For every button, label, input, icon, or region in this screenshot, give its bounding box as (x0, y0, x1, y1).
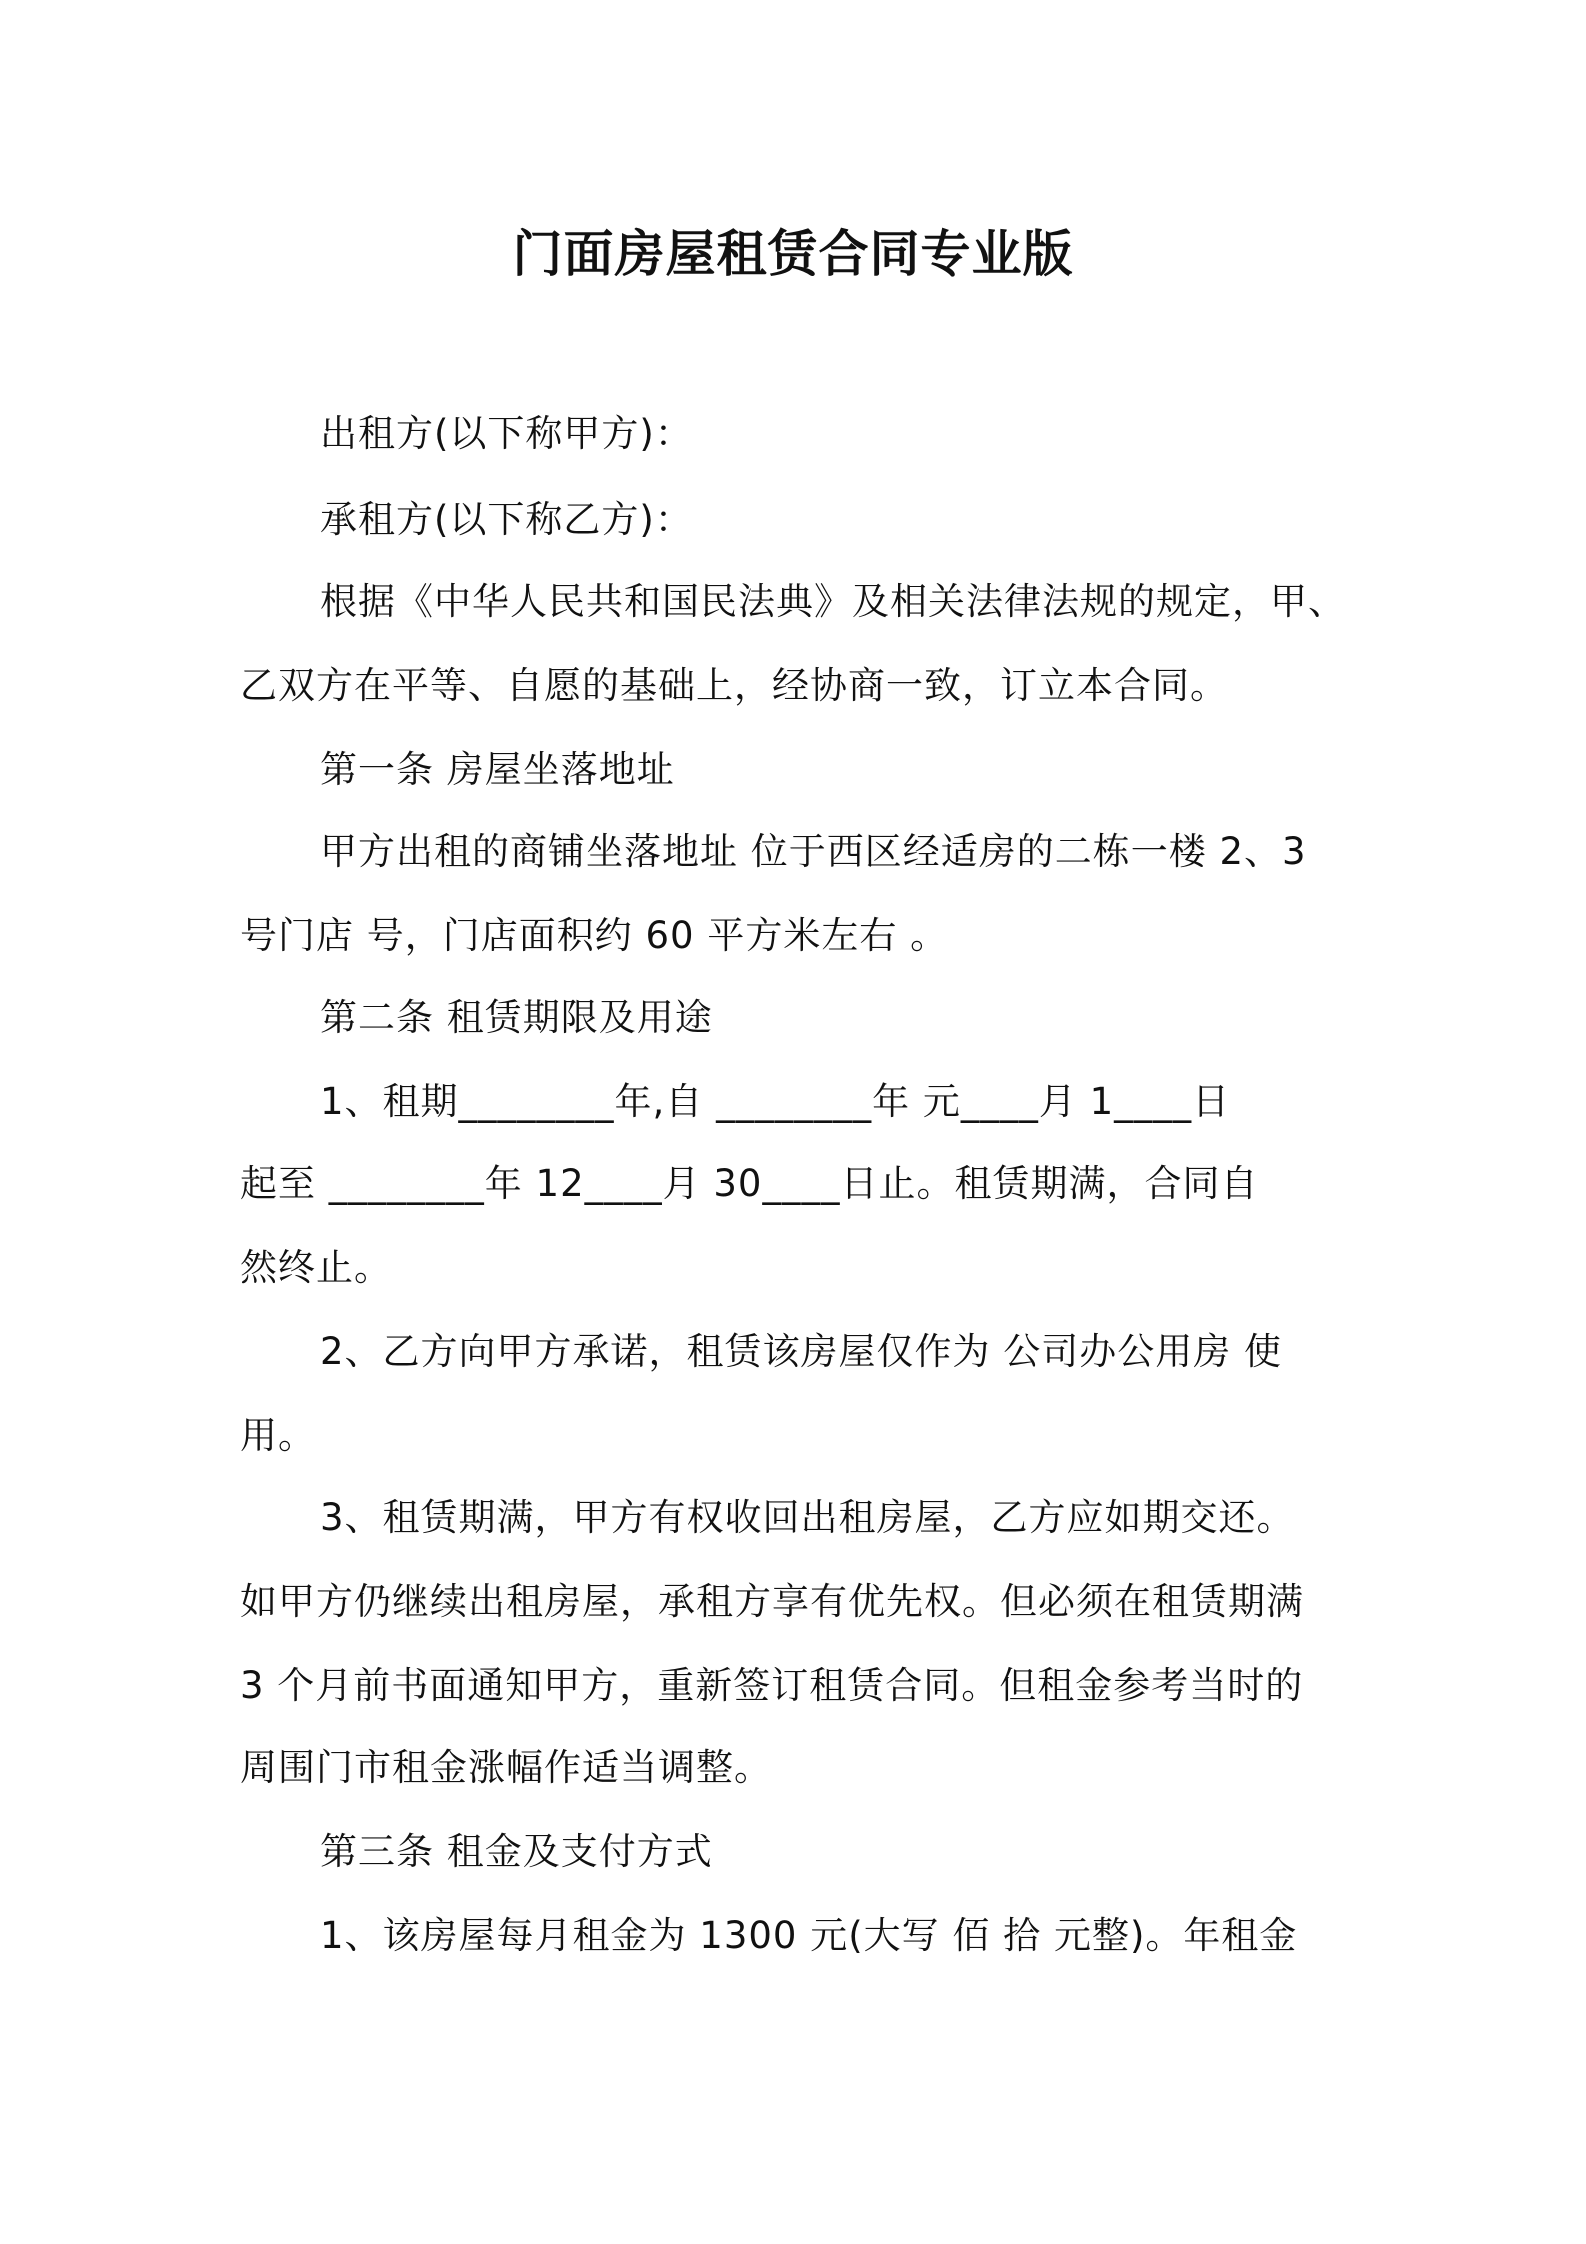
article-3-item-1-line-1: 1、该房屋每月租金为 1300 元(大写 佰 拾 元整)。年租金 (320, 1914, 1298, 1957)
article-2-item-3-line-3: 3 个月前书面通知甲方，重新签订租赁合同。但租金参考当时的 (240, 1664, 1304, 1707)
article-2-item-1-line-3: 然终止。 (240, 1246, 392, 1289)
lessee-line: 承租方(以下称乙方)： (320, 498, 693, 541)
preamble-line-2: 乙双方在平等、自愿的基础上，经协商一致，订立本合同。 (240, 664, 1228, 707)
document-title: 门面房屋租赁合同专业版 (512, 225, 1074, 283)
article-3-heading: 第三条 租金及支付方式 (320, 1830, 713, 1873)
article-1-text-line-1: 甲方出租的商铺坐落地址 位于西区经适房的二栋一楼 2、3 (320, 830, 1307, 873)
article-2-item-1-line-1: 1、租期________年,自 ________年 元____月 1____日 (320, 1080, 1231, 1123)
lessor-line: 出租方(以下称甲方)： (320, 412, 693, 455)
article-1-text-line-2: 号门店 号，门店面积约 60 平方米左右 。 (240, 914, 949, 957)
article-1-heading: 第一条 房屋坐落地址 (320, 748, 675, 791)
article-2-item-1-line-2: 起至 ________年 12____月 30____日止。租赁期满，合同自 (240, 1162, 1259, 1205)
article-2-item-2-line-2: 用。 (240, 1414, 316, 1457)
preamble-line-1: 根据《中华人民共和国民法典》及相关法律法规的规定，甲、 (320, 580, 1346, 623)
article-2-item-3-line-1: 3、租赁期满，甲方有权收回出租房屋，乙方应如期交还。 (320, 1496, 1295, 1539)
article-2-item-3-line-2: 如甲方仍继续出租房屋，承租方享有优先权。但必须在租赁期满 (240, 1580, 1304, 1623)
article-2-heading: 第二条 租赁期限及用途 (320, 996, 713, 1039)
article-2-item-3-line-4: 周围门市租金涨幅作适当调整。 (240, 1746, 772, 1789)
article-2-item-2-line-1: 2、乙方向甲方承诺，租赁该房屋仅作为 公司办公用房 使 (320, 1330, 1283, 1373)
